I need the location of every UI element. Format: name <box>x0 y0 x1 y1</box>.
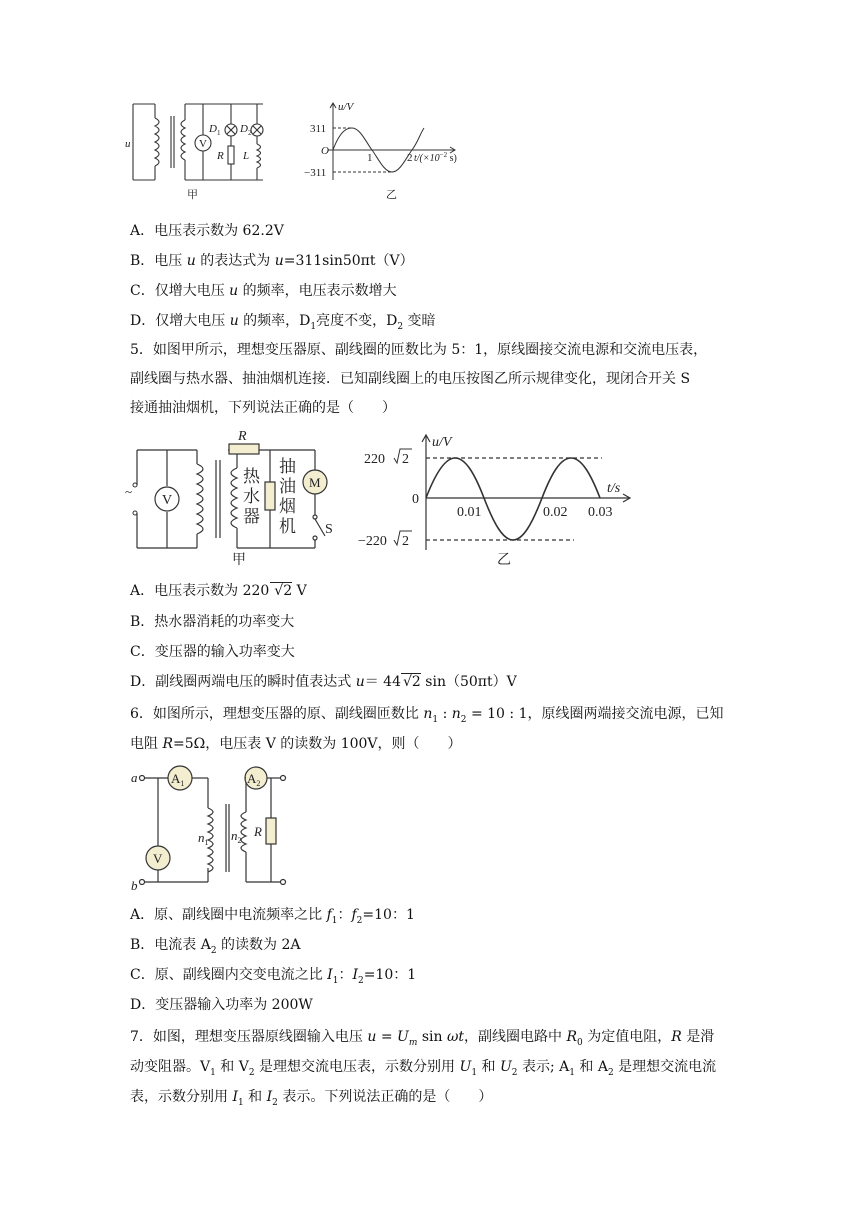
q4-d1-label: D <box>209 123 217 135</box>
svg-text:热: 热 <box>243 467 260 486</box>
q4-graph-x2: 2 <box>407 152 413 164</box>
svg-text:2: 2 <box>402 534 409 549</box>
q6-stem-line1: 6．如图所示，理想变压器的原、副线圈匝数比 $n_1$ : $n_2 = 10$ : 1，原线圈两端接交流电源，已知 <box>130 706 724 725</box>
q5-caption-yi: 乙 <box>497 552 511 568</box>
q4-option-a: A．电压表示数为 62.2V <box>130 223 284 239</box>
q4-graph-xlabel: $t/(\times 10^{-2}$ s) <box>414 151 457 164</box>
q5-stem-line1: 5．如图甲所示，理想变压器原、副线圈的匝数比为 5：1，原线圈接交流电源和交流电压表， <box>130 342 708 358</box>
q5-graph-t1: 0.01 <box>457 505 482 520</box>
q6-n1-label: $n_1$ <box>198 830 209 847</box>
q5-hood-label <box>279 457 296 536</box>
q4-graph-origin: O <box>321 145 329 157</box>
q5-graph-t2: 0.02 <box>543 505 568 520</box>
q6-terminal-b: b <box>131 878 138 893</box>
q4-graph-ytop: 311 <box>310 123 327 135</box>
q7-stem-line1: 7．如图，理想变压器原线圈输入电压 $u = U_m$ sin ωt，副线圈电路中 $R_0$ 为定值电阻，R 是滑 <box>130 1029 715 1048</box>
svg-text:抽: 抽 <box>279 457 296 476</box>
q4-graph-ylabel: u/V <box>338 101 354 113</box>
q4-caption-jia: 甲 <box>187 188 198 201</box>
q5-r-label: R <box>238 429 247 444</box>
q5-option-c: C．变压器的输入功率变大 <box>130 644 295 660</box>
q4-option-b: B．电压 u 的表达式为 u=311sin50πt（V） <box>130 253 414 269</box>
q6-option-d: D．变压器输入功率为 200W <box>130 997 313 1013</box>
q4-option-d: D．仅增大电压 u 的频率，$D_1$亮度不变，$D_2$ 变暗 <box>130 313 436 332</box>
q7-stem-line2: 动变阻器。$V_1$ 和 $V_2$ 是理想交流电压表，示数分别用 $U_1$ 和 $U_2$ 表示; $A_1$ 和 $A_2$ 是理想交流电流 <box>130 1059 717 1078</box>
q5-circuit-jia <box>125 430 340 570</box>
svg-text:2: 2 <box>402 452 409 467</box>
q6-circuit <box>128 764 298 894</box>
q6-n2-label: $n_2$ <box>231 828 242 845</box>
q4-graph-x1: 1 <box>367 152 373 164</box>
q5-graph-ylabel: u/V <box>432 435 452 450</box>
q5-stem-line3: 接通抽油烟机，下列说法正确的是（ ） <box>130 400 396 416</box>
q5-switch-label: S <box>325 522 333 537</box>
q5-graph-zero: 0 <box>412 492 419 507</box>
q4-voltmeter-label: V <box>199 138 207 150</box>
q4-graph-yi <box>300 98 480 200</box>
q4-option-c: C．仅增大电压 u 的频率，电压表示数增大 <box>130 283 397 299</box>
svg-text:~: ~ <box>125 484 133 499</box>
svg-text:机: 机 <box>279 517 296 536</box>
q6-r-label: R <box>254 824 262 839</box>
q5-caption-jia: 甲 <box>232 552 246 568</box>
q6-terminal-a: a <box>131 770 138 785</box>
q5-stem-line2: 副线圈与热水器、抽油烟机连接．已知副线圈上的电压按图乙所示规律变化，现闭合开关 S <box>130 371 691 387</box>
q5-motor-label: M <box>309 475 321 490</box>
q5-graph-ybot: −220 <box>358 534 387 549</box>
svg-text:2: 2 <box>248 129 252 137</box>
svg-text:1: 1 <box>217 129 221 137</box>
q5-voltmeter-label: V <box>162 493 173 508</box>
q4-l-label: L <box>243 150 250 162</box>
q5-graph-t3: 0.03 <box>588 505 613 520</box>
q4-circuit-jia <box>125 98 285 200</box>
q4-caption-yi: 乙 <box>386 188 397 201</box>
svg-text:油: 油 <box>279 477 296 496</box>
q6-ammeter-a2: $A_2$ <box>247 771 261 788</box>
q6-ammeter-a1: $A_1$ <box>171 771 185 788</box>
q5-graph-xlabel: t/s <box>607 481 621 496</box>
q5-option-d: D．副线圈两端电压的瞬时值表达式 u＝ 44 √2 sin（50πt）V <box>130 674 517 690</box>
q4-u-label: u <box>125 138 131 150</box>
q4-r-label: R <box>217 150 224 162</box>
q6-voltmeter: V <box>153 851 163 866</box>
q5-graph-ytop: 220 <box>364 452 385 467</box>
q6-option-c: C．原、副线圈内交变电流之比 $I_1$：$I_2=10$：1 <box>130 967 417 986</box>
q7-stem-line3: 表，示数分别用 $I_1$ 和 $I_2$ 表示。下列说法正确的是（ ） <box>130 1089 493 1108</box>
q5-option-a: A．电压表示数为 220 √2 V <box>130 583 307 599</box>
q4-graph-ybot: −311 <box>304 167 327 179</box>
svg-text:烟: 烟 <box>279 497 296 516</box>
q6-option-b: B．电流表 $A_2$ 的读数为 2A <box>130 937 301 956</box>
q4-d2-label: D <box>240 123 248 135</box>
svg-text:水: 水 <box>243 487 260 506</box>
q6-stem-line2: 电阻 R=5Ω，电压表 V 的读数为 100V，则（ ） <box>130 736 462 752</box>
q5-option-b: B．热水器消耗的功率变大 <box>130 614 295 630</box>
svg-text:器: 器 <box>243 507 260 526</box>
q5-graph-yi <box>358 430 642 570</box>
q6-option-a: A．原、副线圈中电流频率之比 $f_1$：$f_2=10$：1 <box>130 907 415 926</box>
q5-heater-label <box>243 467 261 526</box>
